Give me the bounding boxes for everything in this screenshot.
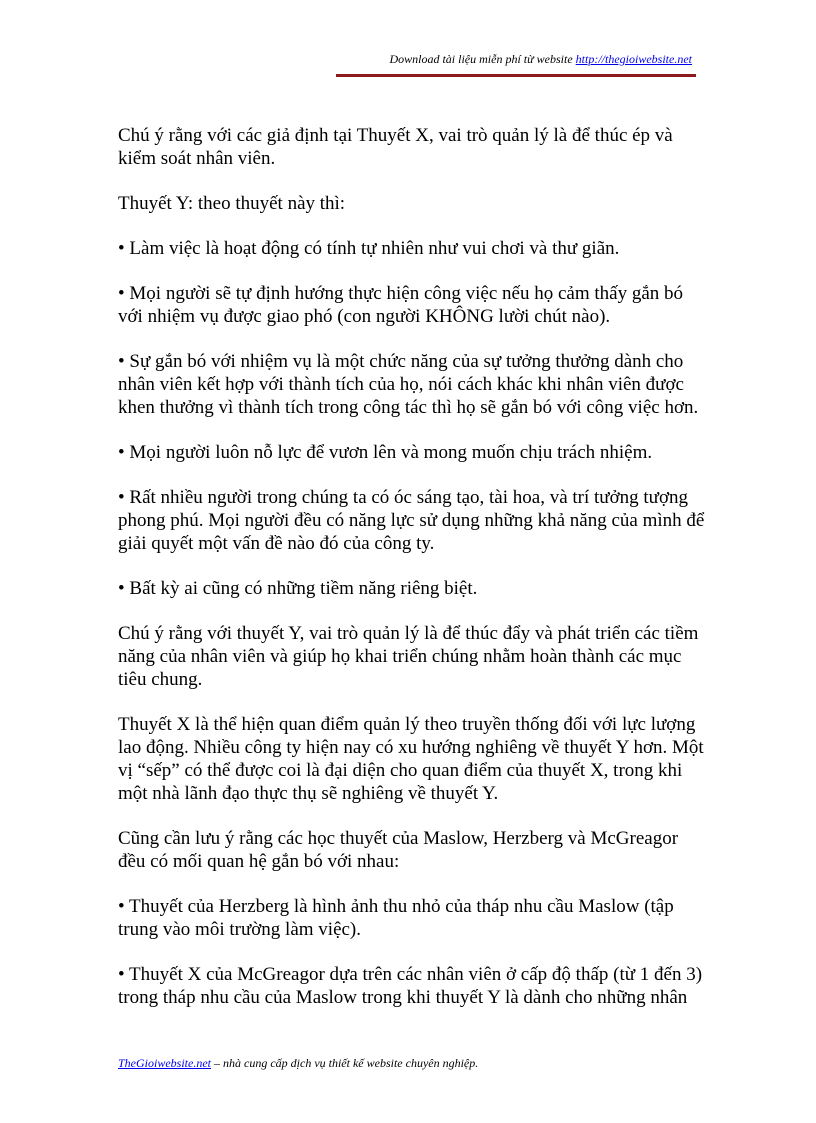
paragraph: Thuyết X là thể hiện quan điểm quản lý theo truyền thống đối với lực lượng lao động. Nhiều công ty hiện nay có xu hướng nghiêng về thuyết Y hơn. Một vị “sếp” có thể được coi là đại diện cho quan điểm của thuyết X, trong khi một nhà lãnh đạo thực thụ sẽ nghiêng về thuyết Y.: [118, 714, 704, 804]
header-text: Download tài liệu miễn phí từ website: [389, 52, 576, 66]
bullet-item: • Làm việc là hoạt động có tính tự nhiên như vui chơi và thư giãn.: [118, 238, 620, 259]
footer-website-link[interactable]: TheGioiwebsite.net: [118, 1056, 211, 1070]
header-website-link[interactable]: http://thegioiwebsite.net: [575, 52, 692, 66]
bullet-item: • Thuyết X của McGreagor dựa trên các nhân viên ở cấp độ thấp (từ 1 đến 3) trong tháp nhu cầu của Maslow trong khi thuyết Y là dành cho những nhân: [118, 964, 703, 1008]
bullet-item: • Rất nhiều người trong chúng ta có óc sáng tạo, tài hoa, và trí tưởng tượng phong phú. Mọi người đều có năng lực sử dụng những khả năng của mình để giải quyết một vấn đề nào đó của công ty.: [118, 487, 705, 554]
bullet-item: • Thuyết của Herzberg là hình ảnh thu nhỏ của tháp nhu cầu Maslow (tập trung vào môi trường làm việc).: [118, 896, 674, 940]
paragraph: Chú ý rằng với thuyết Y, vai trò quản lý là để thúc đẩy và phát triển các tiềm năng của nhân viên và giúp họ khai triển chúng nhằm hoàn thành các mục tiêu chung.: [118, 623, 699, 690]
bullet-item: • Mọi người sẽ tự định hướng thực hiện công việc nếu họ cảm thấy gắn bó với nhiệm vụ được giao phó (con người KHÔNG lười chút nào).: [118, 283, 683, 327]
bullet-item: • Mọi người luôn nỗ lực để vươn lên và mong muốn chịu trách nhiệm.: [118, 442, 653, 463]
page-footer: [118, 1056, 478, 1071]
paragraph: Thuyết Y: theo thuyết này thì:: [118, 193, 346, 214]
paragraph: Cũng cần lưu ý rằng các học thuyết của Maslow, Herzberg và McGreagor đều có mối quan hệ gắn bó với nhau:: [118, 828, 679, 872]
header-divider: [336, 74, 696, 77]
document-body: [118, 124, 708, 1031]
page-header: [389, 52, 692, 67]
paragraph: Chú ý rằng với các giả định tại Thuyết X, vai trò quản lý là để thúc ép và kiểm soát nhân viên.: [118, 125, 673, 169]
bullet-item: • Bất kỳ ai cũng có những tiềm năng riêng biệt.: [118, 578, 478, 599]
footer-text: – nhà cung cấp dịch vụ thiết kế website chuyên nghiệp.: [211, 1056, 479, 1070]
bullet-item: • Sự gắn bó với nhiệm vụ là một chức năng của sự tưởng thưởng dành cho nhân viên kết hợp với thành tích của họ, nói cách khác khi nhân viên được khen thưởng vì thành tích trong công tác thì họ sẽ gắn bó với công việc hơn.: [118, 351, 699, 418]
